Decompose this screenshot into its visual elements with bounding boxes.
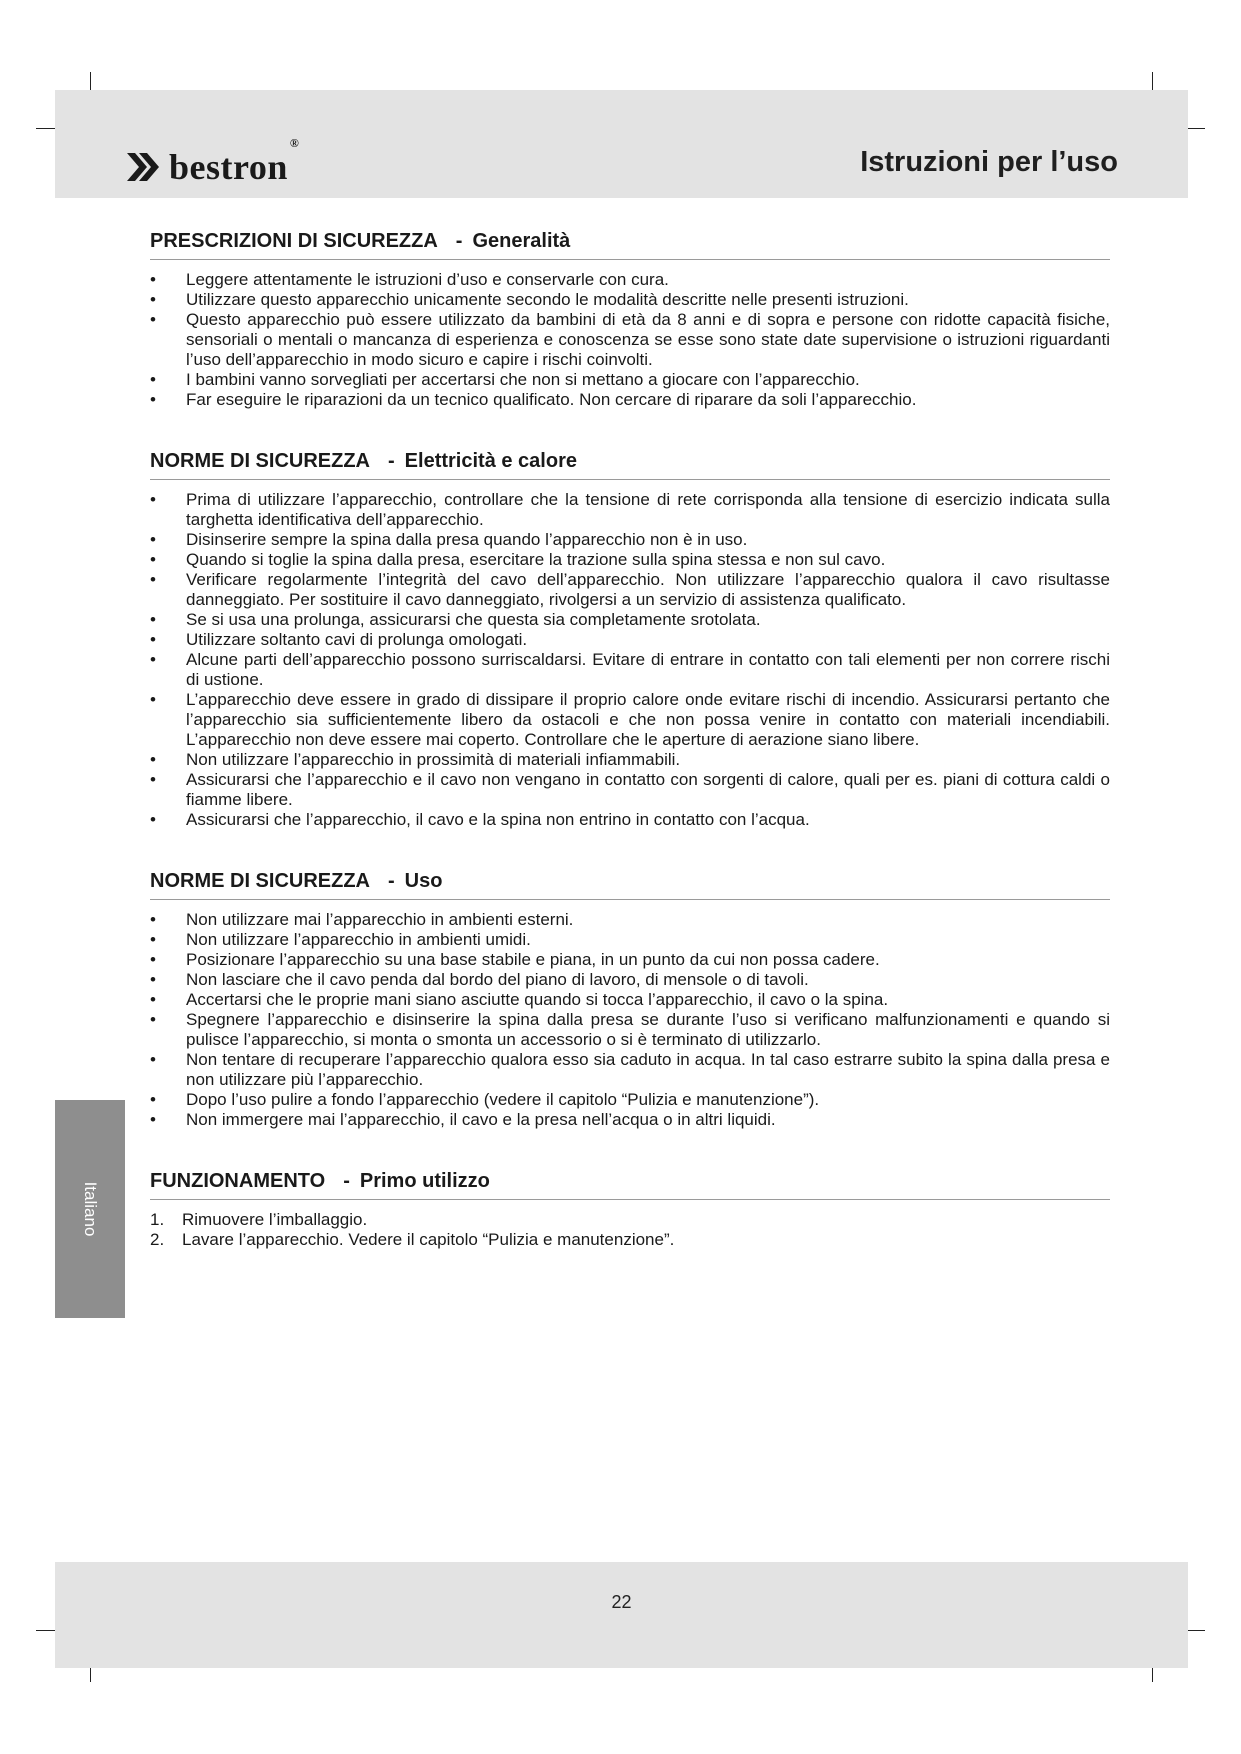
bullet-marker: • (150, 910, 156, 929)
page-number: 22 (611, 1592, 632, 1612)
bullet-marker: • (150, 270, 156, 289)
list-item (150, 530, 1110, 550)
bullet-marker: • (150, 770, 156, 789)
bullet-marker: • (150, 970, 156, 989)
section (150, 450, 1110, 830)
heading-dash: - (388, 450, 395, 472)
list-item-text: Non tentare di recuperare l’apparecchio qualora esso sia caduto in acqua. In tal caso estrarre subito la spina dalla presa e non utilizzare più l’apparecchio. (186, 1050, 1110, 1089)
list-item-text: Se si usa una prolunga, assicurarsi che questa sia completamente srotolata. (186, 610, 761, 629)
list-item-text: Non lasciare che il cavo penda dal bordo del piano di lavoro, di mensole o di tavoli. (186, 970, 809, 989)
bullet-marker: • (150, 610, 156, 629)
list-item-text: Non utilizzare l’apparecchio in prossimità di materiali infiammabili. (186, 750, 681, 769)
list-item (150, 750, 1110, 770)
list-item (150, 1090, 1110, 1110)
brand-chevron-icon (125, 151, 167, 183)
list-item (150, 990, 1110, 1010)
bullet-list (150, 270, 1110, 410)
list-item (150, 630, 1110, 650)
list-item (150, 1010, 1110, 1050)
main-content (150, 230, 1110, 1290)
list-item (150, 1210, 1110, 1230)
list-item-text: Verificare regolarmente l’integrità del cavo dell’apparecchio. Non utilizzare l’apparecchio qualora il cavo risultasse danneggiato. Per sostituire il cavo danneggiato, rivolgersi a un servizio di assistenza qualificato. (186, 570, 1110, 609)
list-item-text: Posizionare l’apparecchio su una base stabile e piana, in un punto da cui non possa cadere. (186, 950, 880, 969)
heading-dash: - (343, 1170, 350, 1192)
bullet-marker: • (150, 290, 156, 309)
list-item (150, 910, 1110, 930)
item-number: 2. (150, 1230, 165, 1249)
bullet-list (150, 910, 1110, 1130)
heading-dash: - (455, 230, 463, 252)
list-item-text: Lavare l’apparecchio. Vedere il capitolo “Pulizia e manutenzione”. (182, 1230, 675, 1249)
list-item (150, 390, 1110, 410)
section-subtitle: Uso (404, 870, 443, 892)
section-subtitle: Elettricità e calore (404, 450, 577, 472)
list-item-text: Utilizzare soltanto cavi di prolunga omologati. (186, 630, 528, 649)
bullet-marker: • (150, 530, 156, 549)
list-item-text: Non utilizzare mai l’apparecchio in ambienti esterni. (186, 910, 574, 929)
bullet-marker: • (150, 1110, 156, 1129)
list-item (150, 370, 1110, 390)
list-item-text: Assicurarsi che l’apparecchio e il cavo non vengano in contatto con sorgenti di calore, quali per es. piani di cottura caldi o fiamme libere. (186, 770, 1110, 809)
section-subtitle: Generalità (472, 230, 571, 252)
list-item-text: Utilizzare questo apparecchio unicamente secondo le modalità descritte nelle presenti istruzioni. (186, 290, 909, 309)
bullet-marker: • (150, 1050, 156, 1069)
section-title: NORME DI SICUREZZA (150, 870, 370, 892)
language-tab-label: Italiano (81, 1181, 100, 1237)
bullet-list (150, 490, 1110, 830)
list-item (150, 930, 1110, 950)
section-title: PRESCRIZIONI DI SICUREZZA (150, 230, 438, 252)
bullet-marker: • (150, 310, 156, 329)
list-item (150, 690, 1110, 750)
list-item-text: Rimuovere l’imballaggio. (182, 1210, 368, 1229)
document-title: Istruzioni per l’uso (860, 146, 1118, 178)
list-item (150, 770, 1110, 810)
bullet-marker: • (150, 570, 156, 589)
page-footer (55, 1562, 1188, 1668)
list-item-text: Spegnere l’apparecchio e disinserire la spina dalla presa se durante l’uso si verificano malfunzionamenti e quando si pulisce l’apparecchio, si monta o smonta un accessorio o si è terminato di utilizzarlo. (186, 1010, 1110, 1049)
list-item (150, 290, 1110, 310)
brand-registered-mark: ® (289, 136, 300, 150)
bullet-marker: • (150, 1010, 156, 1029)
list-item-text: Dopo l’uso pulire a fondo l’apparecchio (vedere il capitolo “Pulizia e manutenzione”). (186, 1090, 820, 1109)
list-item (150, 650, 1110, 690)
language-tab (55, 1100, 125, 1318)
bullet-marker: • (150, 650, 156, 669)
list-item-text: I bambini vanno sorvegliati per accertarsi che non si mettano a giocare con l’apparecchio. (186, 370, 860, 389)
numbered-list (150, 1210, 1110, 1250)
section (150, 230, 1110, 410)
bullet-marker: • (150, 490, 156, 509)
list-item (150, 1230, 1110, 1250)
bullet-marker: • (150, 990, 156, 1009)
list-item-text: Questo apparecchio può essere utilizzato da bambini di età da 8 anni e di sopra e persone con ridotte capacità fisiche, sensoriali o mentali o mancanza di esperienza e conoscenza se esse sono state date supervisione o istruzioni riguardanti l’uso dell’apparecchio in modo sicuro e capire i rischi coinvolti. (186, 310, 1110, 369)
list-item-text: Assicurarsi che l’apparecchio, il cavo e la spina non entrino in contatto con l’acqua. (186, 810, 810, 829)
list-item (150, 810, 1110, 830)
bullet-marker: • (150, 390, 156, 409)
list-item (150, 550, 1110, 570)
list-item (150, 570, 1110, 610)
list-item (150, 270, 1110, 290)
section (150, 870, 1110, 1130)
section (150, 1170, 1110, 1250)
list-item-text: Leggere attentamente le istruzioni d’uso e conservarle con cura. (186, 270, 669, 289)
list-item (150, 1110, 1110, 1130)
bullet-marker: • (150, 630, 156, 649)
page-header (55, 90, 1188, 198)
list-item-text: L’apparecchio deve essere in grado di dissipare il proprio calore onde evitare rischi di incendio. Assicurarsi pertanto che l’apparecchio sia sufficientemente libero da ostacoli e che non possa venire in contatto con materiali incendiabili. L’apparecchio non deve essere mai coperto. Controllare che le aperture di aerazione siano libere. (186, 690, 1110, 749)
list-item-text: Alcune parti dell’apparecchio possono surriscaldarsi. Evitare di entrare in contatto con tali elementi per non correre rischi di ustione. (186, 650, 1110, 689)
section-title: FUNZIONAMENTO (150, 1170, 326, 1192)
list-item (150, 490, 1110, 530)
list-item (150, 610, 1110, 630)
bullet-marker: • (150, 1090, 156, 1109)
list-item-text: Prima di utilizzare l’apparecchio, controllare che la tensione di rete corrisponda alla tensione di esercizio indicata sulla targhetta identificativa dell’apparecchio. (186, 490, 1110, 529)
list-item-text: Far eseguire le riparazioni da un tecnico qualificato. Non cercare di riparare da soli l’apparecchio. (186, 390, 917, 409)
section-heading (150, 1170, 1110, 1200)
section-subtitle: Primo utilizzo (359, 1170, 490, 1192)
list-item (150, 1050, 1110, 1090)
list-item (150, 950, 1110, 970)
bullet-marker: • (150, 810, 156, 829)
section-heading (150, 450, 1110, 480)
section-heading (150, 870, 1110, 900)
section-title: NORME DI SICUREZZA (150, 450, 370, 472)
item-number: 1. (150, 1210, 165, 1229)
bullet-marker: • (150, 750, 156, 769)
brand-name: bestron® (169, 136, 300, 187)
section-heading (150, 230, 1110, 260)
list-item-text: Disinserire sempre la spina dalla presa quando l’apparecchio non è in uso. (186, 530, 748, 549)
list-item-text: Non immergere mai l’apparecchio, il cavo e la presa nell’acqua o in altri liquidi. (186, 1110, 776, 1129)
heading-dash: - (388, 870, 395, 892)
list-item-text: Accertarsi che le proprie mani siano asciutte quando si tocca l’apparecchio, il cavo o la spina. (186, 990, 889, 1009)
list-item-text: Non utilizzare l’apparecchio in ambienti umidi. (186, 930, 531, 949)
list-item (150, 310, 1110, 370)
list-item (150, 970, 1110, 990)
bullet-marker: • (150, 550, 156, 569)
bullet-marker: • (150, 370, 156, 389)
bullet-marker: • (150, 950, 156, 969)
list-item-text: Quando si toglie la spina dalla presa, esercitare la trazione sulla spina stessa e non sul cavo. (186, 550, 886, 569)
bullet-marker: • (150, 690, 156, 709)
bullet-marker: • (150, 930, 156, 949)
brand-logo (125, 136, 300, 188)
